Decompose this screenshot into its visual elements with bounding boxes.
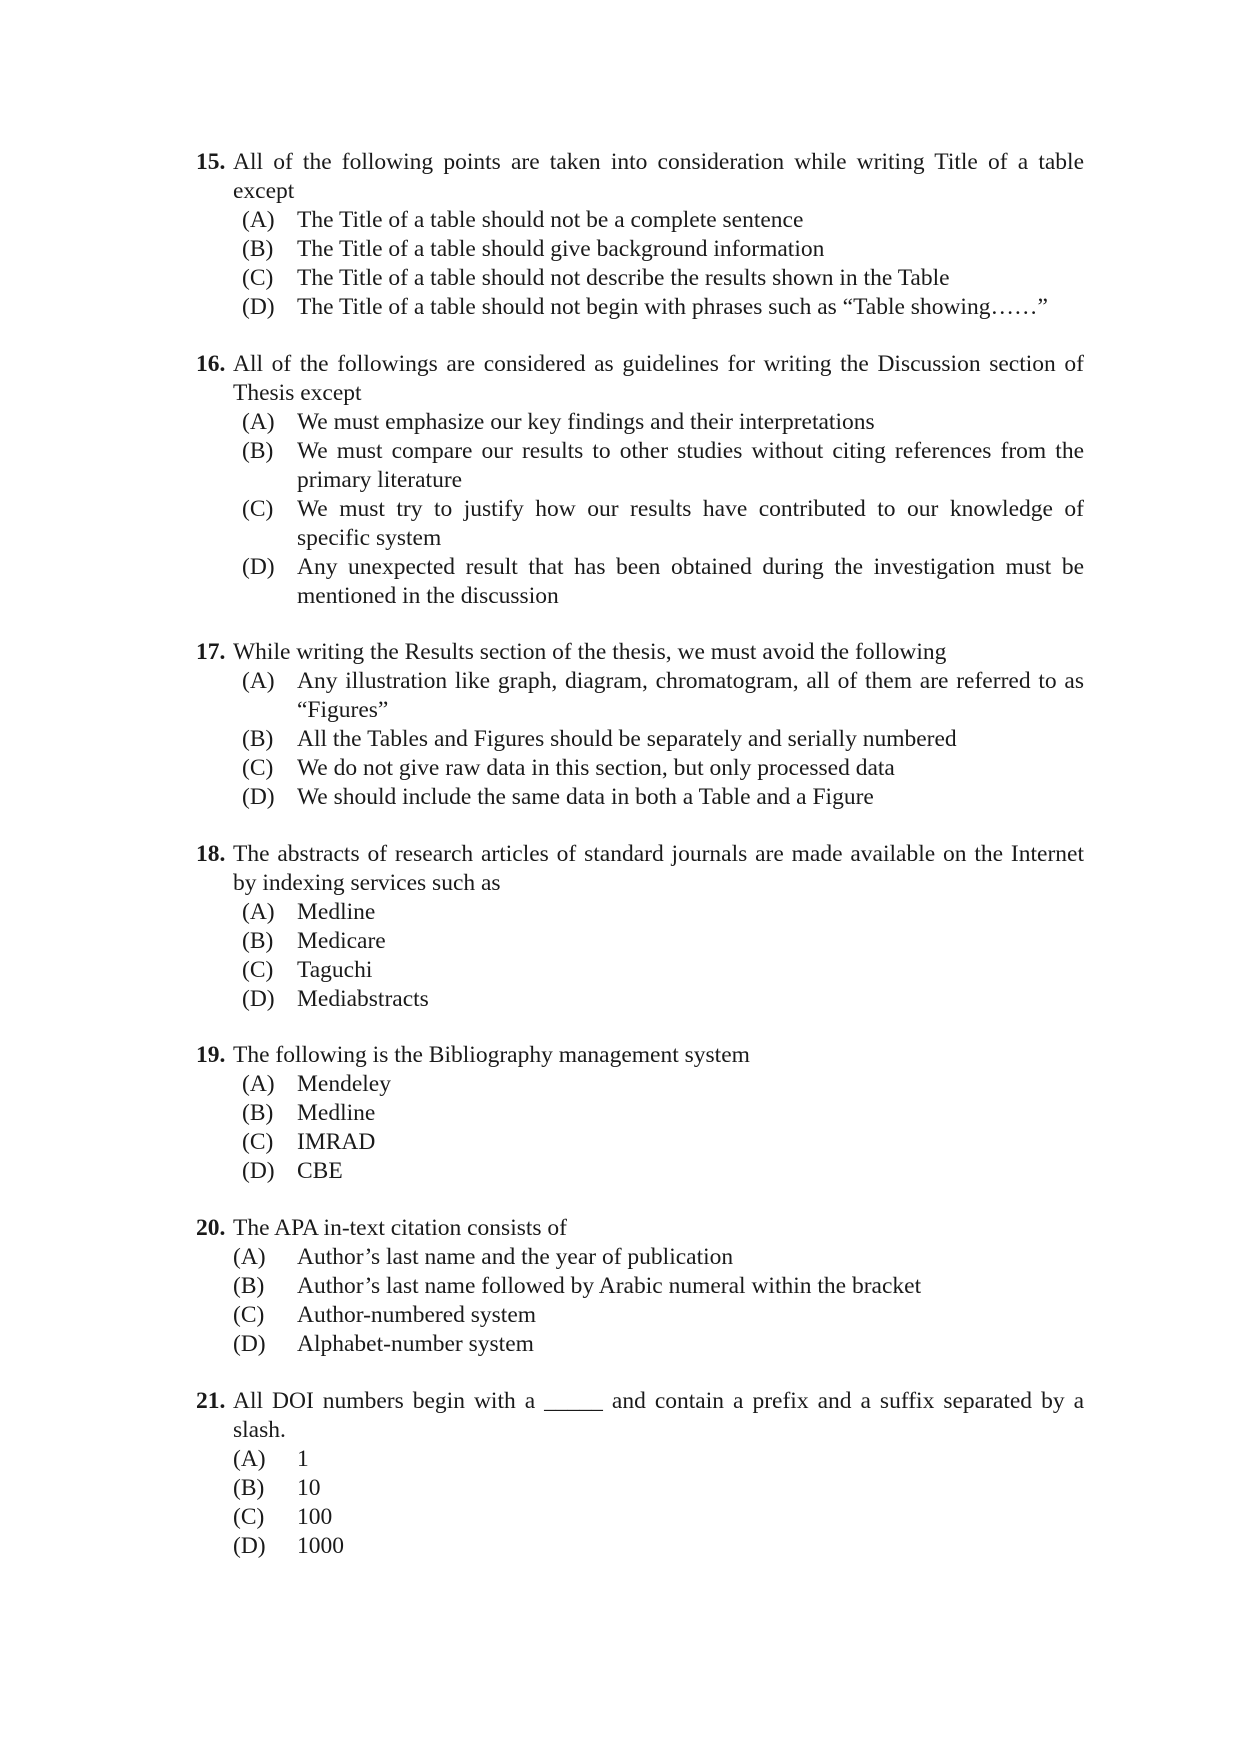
question-21 [196, 1387, 1084, 1561]
option-letter: (C) [233, 1504, 265, 1530]
option-letter: (B) [233, 1475, 265, 1501]
option-letter: (C) [242, 265, 274, 291]
option-text: Any unexpected result that has been obtained during the investigation must be mentioned in the discussion [297, 554, 1084, 609]
option-text: Medline [297, 1100, 376, 1126]
question-19 [196, 1041, 1084, 1186]
option-d [196, 1532, 1084, 1561]
option-d [196, 293, 1084, 322]
option-b [196, 1099, 1084, 1128]
option-c [196, 1128, 1084, 1157]
option-text: The Title of a table should not describe the results shown in the Table [297, 265, 950, 291]
question-text: All of the following points are taken into consideration while writing Title of a table except [233, 149, 1084, 204]
option-text: 100 [297, 1504, 333, 1530]
question-number: 17. [196, 639, 226, 665]
option-b [196, 927, 1084, 956]
option-list [196, 898, 1084, 1014]
option-letter: (D) [242, 554, 275, 580]
option-list [196, 408, 1084, 611]
option-list [196, 1243, 1084, 1359]
option-list [196, 667, 1084, 812]
option-c [196, 754, 1084, 783]
option-text: Medline [297, 899, 376, 925]
option-text: We should include the same data in both a Table and a Figure [297, 784, 874, 810]
option-text: All the Tables and Figures should be separately and serially numbered [297, 726, 957, 752]
option-list [196, 206, 1084, 322]
option-letter: (B) [242, 1100, 274, 1126]
question-stem [196, 350, 1084, 408]
option-d [196, 1330, 1084, 1359]
question-text: While writing the Results section of the thesis, we must avoid the following [233, 639, 947, 665]
question-text: All of the followings are considered as guidelines for writing the Discussion section of Thesis except [233, 351, 1084, 406]
question-18 [196, 840, 1084, 1014]
question-number: 20. [196, 1215, 226, 1241]
option-text: Author’s last name and the year of publication [297, 1244, 734, 1270]
option-a [196, 667, 1084, 725]
question-stem [196, 1041, 1084, 1070]
option-text: The Title of a table should not begin with phrases such as “Table showing……” [297, 294, 1048, 320]
option-text: 10 [297, 1475, 321, 1501]
option-b [196, 235, 1084, 264]
option-text: Mediabstracts [297, 986, 429, 1012]
option-letter: (B) [242, 236, 274, 262]
question-number: 15. [196, 149, 226, 175]
option-a [196, 1243, 1084, 1272]
option-letter: (A) [242, 668, 275, 694]
question-text: The APA in-text citation consists of [233, 1215, 567, 1241]
question-number: 18. [196, 841, 226, 867]
option-a [196, 206, 1084, 235]
option-text: We must emphasize our key findings and their interpretations [297, 409, 875, 435]
option-text: We must compare our results to other studies without citing references from the primary literature [297, 438, 1084, 493]
question-number: 16. [196, 351, 226, 377]
option-letter: (D) [242, 294, 275, 320]
question-20 [196, 1214, 1084, 1359]
option-text: 1 [297, 1446, 309, 1472]
option-c [196, 495, 1084, 553]
option-text: We do not give raw data in this section, but only processed data [297, 755, 895, 781]
option-letter: (D) [242, 784, 275, 810]
option-letter: (A) [242, 207, 275, 233]
option-text: Mendeley [297, 1071, 391, 1097]
option-c [196, 1301, 1084, 1330]
option-c [196, 1503, 1084, 1532]
option-letter: (C) [242, 496, 274, 522]
option-letter: (A) [233, 1244, 266, 1270]
option-letter: (B) [242, 928, 274, 954]
question-number: 21. [196, 1388, 226, 1414]
option-list [196, 1445, 1084, 1561]
option-text: Author-numbered system [297, 1302, 537, 1328]
option-d [196, 985, 1084, 1014]
option-text: The Title of a table should give background information [297, 236, 825, 262]
question-stem [196, 1214, 1084, 1243]
option-b [196, 725, 1084, 754]
option-a [196, 1070, 1084, 1099]
option-text: The Title of a table should not be a complete sentence [297, 207, 804, 233]
option-text: CBE [297, 1158, 343, 1184]
question-number: 19. [196, 1042, 226, 1068]
option-letter: (A) [242, 409, 275, 435]
option-letter: (A) [233, 1446, 266, 1472]
option-text: Alphabet-number system [297, 1331, 534, 1357]
option-text: Author’s last name followed by Arabic numeral within the bracket [297, 1273, 922, 1299]
option-letter: (C) [242, 1129, 274, 1155]
option-letter: (B) [233, 1273, 265, 1299]
option-text: We must try to justify how our results have contributed to our knowledge of specific system [297, 496, 1084, 551]
option-a [196, 1445, 1084, 1474]
option-text: Medicare [297, 928, 386, 954]
question-text: The following is the Bibliography management system [233, 1042, 750, 1068]
question-stem [196, 148, 1084, 206]
option-a [196, 408, 1084, 437]
question-16 [196, 350, 1084, 611]
option-b [196, 1474, 1084, 1503]
option-d [196, 553, 1084, 611]
question-15 [196, 148, 1084, 322]
option-text: IMRAD [297, 1129, 376, 1155]
option-letter: (D) [233, 1533, 266, 1559]
question-text: The abstracts of research articles of standard journals are made available on the Internet by indexing services such as [233, 841, 1084, 896]
question-stem [196, 840, 1084, 898]
option-c [196, 956, 1084, 985]
option-letter: (B) [242, 726, 274, 752]
option-letter: (C) [242, 755, 274, 781]
option-text: 1000 [297, 1533, 344, 1559]
option-text: Any illustration like graph, diagram, chromatogram, all of them are referred to as “Figures” [297, 668, 1084, 723]
option-letter: (A) [242, 899, 275, 925]
option-letter: (D) [242, 1158, 275, 1184]
option-a [196, 898, 1084, 927]
question-stem [196, 638, 1084, 667]
option-d [196, 1157, 1084, 1186]
question-text: All DOI numbers begin with a _____ and contain a prefix and a suffix separated by a slash. [233, 1388, 1084, 1443]
question-17 [196, 638, 1084, 812]
option-letter: (A) [242, 1071, 275, 1097]
option-letter: (D) [233, 1331, 266, 1357]
option-letter: (C) [242, 957, 274, 983]
option-b [196, 1272, 1084, 1301]
option-d [196, 783, 1084, 812]
option-letter: (C) [233, 1302, 265, 1328]
option-letter: (D) [242, 986, 275, 1012]
option-letter: (B) [242, 438, 274, 464]
option-c [196, 264, 1084, 293]
option-list [196, 1070, 1084, 1186]
question-stem [196, 1387, 1084, 1445]
option-b [196, 437, 1084, 495]
option-text: Taguchi [297, 957, 373, 983]
